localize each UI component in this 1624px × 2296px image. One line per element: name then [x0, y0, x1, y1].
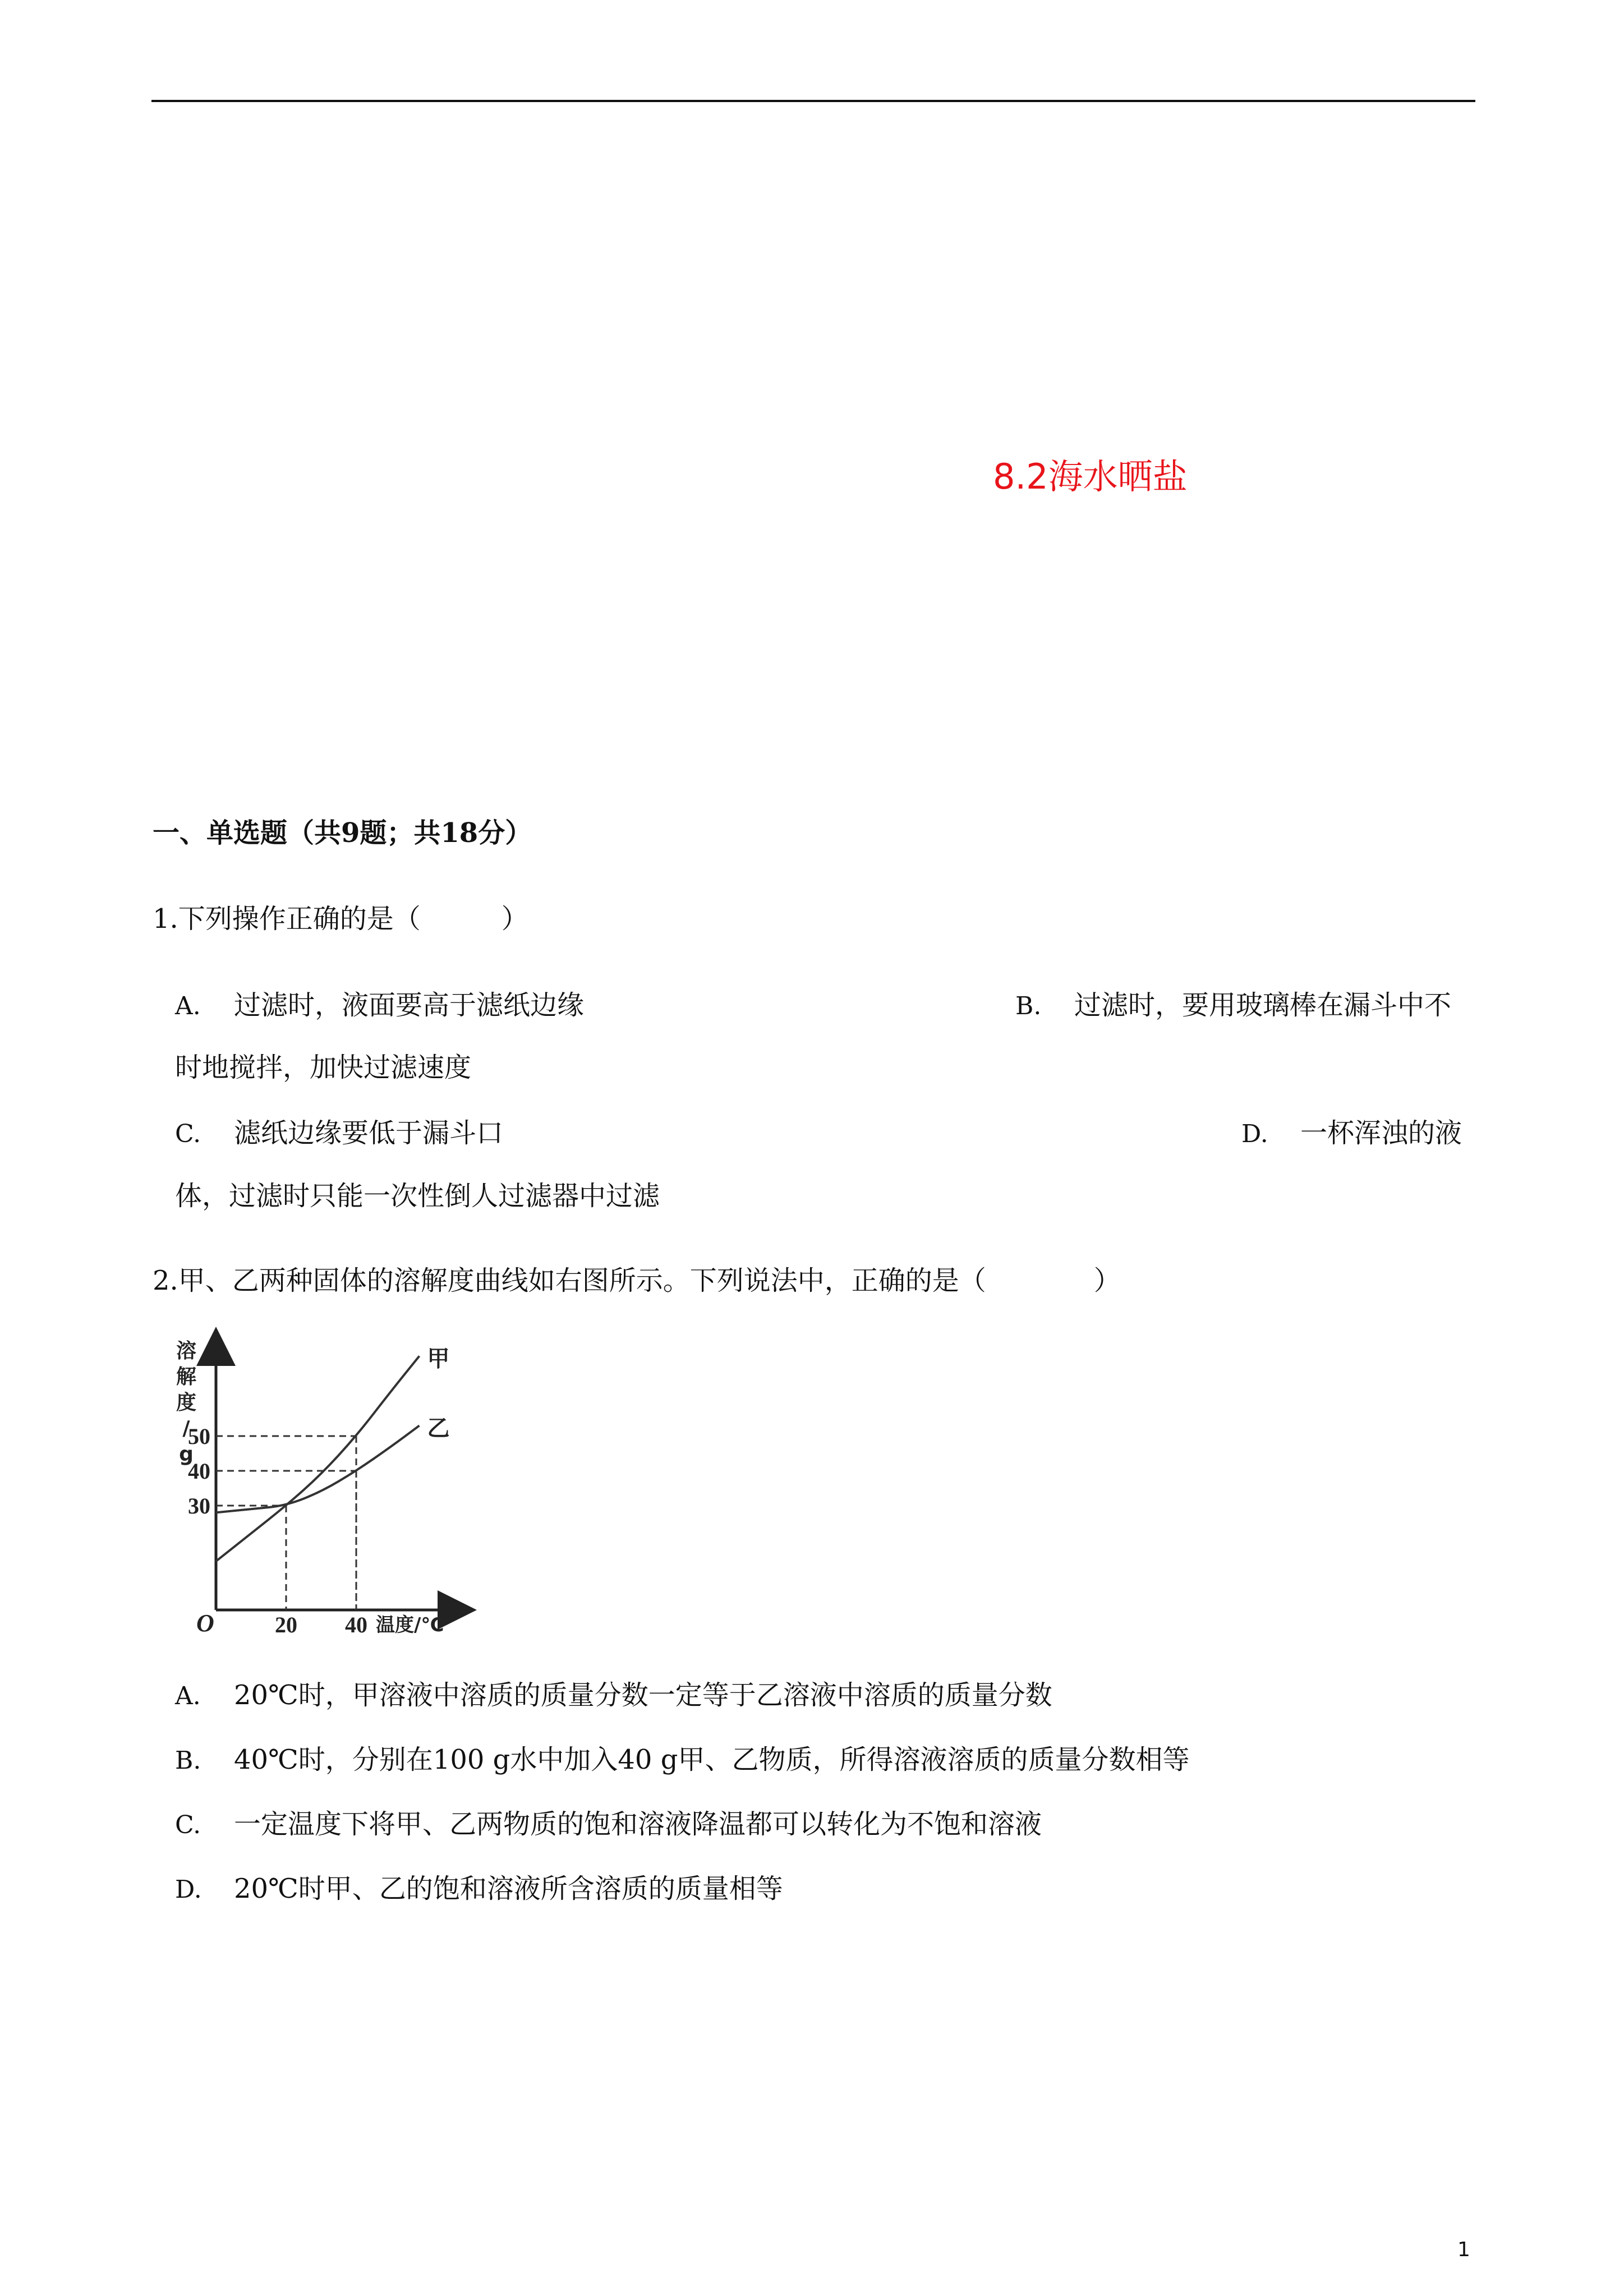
q2-option-c [175, 1807, 1042, 1842]
y-axis-label-char: 度 [176, 1391, 197, 1414]
header-rule [151, 100, 1475, 102]
option-letter: C. [175, 1120, 201, 1148]
q2-option-b [175, 1743, 1189, 1778]
option-text: 一定温度下将甲、乙两物质的饱和溶液降温都可以转化为不饱和溶液 [234, 1809, 1042, 1840]
x-tick-label: 20 [275, 1612, 297, 1637]
option-text: 一杯浑浊的液 [1300, 1117, 1462, 1149]
q2-option-a [175, 1678, 1052, 1713]
guide-lines [216, 1436, 356, 1610]
x-axis-label: 温度/℃ [376, 1614, 444, 1636]
option-text: 过滤时，要用玻璃棒在漏斗中不 [1074, 990, 1452, 1021]
y-axis-label-char: g [179, 1443, 194, 1466]
series-label: 乙 [427, 1415, 450, 1442]
option-letter: D. [175, 1875, 202, 1904]
page-number: 1 [1457, 2238, 1470, 2261]
q2-option-d [175, 1872, 783, 1907]
question-2-stem: 2.甲、乙两种固体的溶解度曲线如右图所示。下列说法中，正确的是（ ） [153, 1265, 1121, 1296]
series-curves [216, 1346, 450, 1561]
series-label: 甲 [427, 1346, 450, 1372]
y-axis-label-char: 解 [176, 1365, 197, 1388]
q1-option-b-continuation: 时地搅拌，加快过滤速度 [175, 1052, 472, 1083]
option-letter: A. [175, 992, 201, 1020]
q1-option-a [175, 988, 584, 1023]
q1-option-c [175, 1116, 503, 1151]
y-axis-label-char: / [182, 1417, 190, 1440]
x-tick-label: 40 [345, 1612, 367, 1637]
q1-option-d-continuation: 体，过滤时只能一次性倒人过滤器中过滤 [175, 1180, 660, 1212]
y-tick-label: 40 [188, 1458, 210, 1484]
series-line-yi [216, 1425, 420, 1512]
y-tick-label: 30 [188, 1493, 210, 1519]
option-text: 20℃时甲、乙的饱和溶液所含溶质的质量相等 [234, 1873, 783, 1904]
option-letter: B. [1015, 992, 1042, 1020]
q1-option-b [1015, 988, 1451, 1023]
option-text: 过滤时，液面要高于滤纸边缘 [234, 990, 585, 1021]
series-line-jia [216, 1356, 420, 1561]
origin-label: O [196, 1609, 214, 1637]
page-title: 8.2海水晒盐 [993, 456, 1188, 497]
question-1-stem: 1.下列操作正确的是（ ） [153, 903, 528, 935]
option-letter: C. [175, 1811, 201, 1839]
option-letter: A. [175, 1682, 201, 1710]
option-letter: D. [1241, 1120, 1268, 1148]
option-text: 滤纸边缘要低于漏斗口 [234, 1117, 504, 1149]
option-letter: B. [175, 1746, 201, 1775]
solubility-chart [151, 1324, 488, 1638]
y-tick-label: 50 [188, 1424, 210, 1449]
option-text: 40℃时，分别在100 g水中加入40 g甲、乙物质，所得溶液溶质的质量分数相等 [234, 1744, 1190, 1775]
q1-option-d [1241, 1116, 1462, 1151]
y-axis-label-char: 溶 [176, 1340, 197, 1363]
option-text: 20℃时，甲溶液中溶质的质量分数一定等于乙溶液中溶质的质量分数 [234, 1680, 1052, 1711]
section-heading: 一、单选题（共9题；共18分） [153, 817, 532, 849]
